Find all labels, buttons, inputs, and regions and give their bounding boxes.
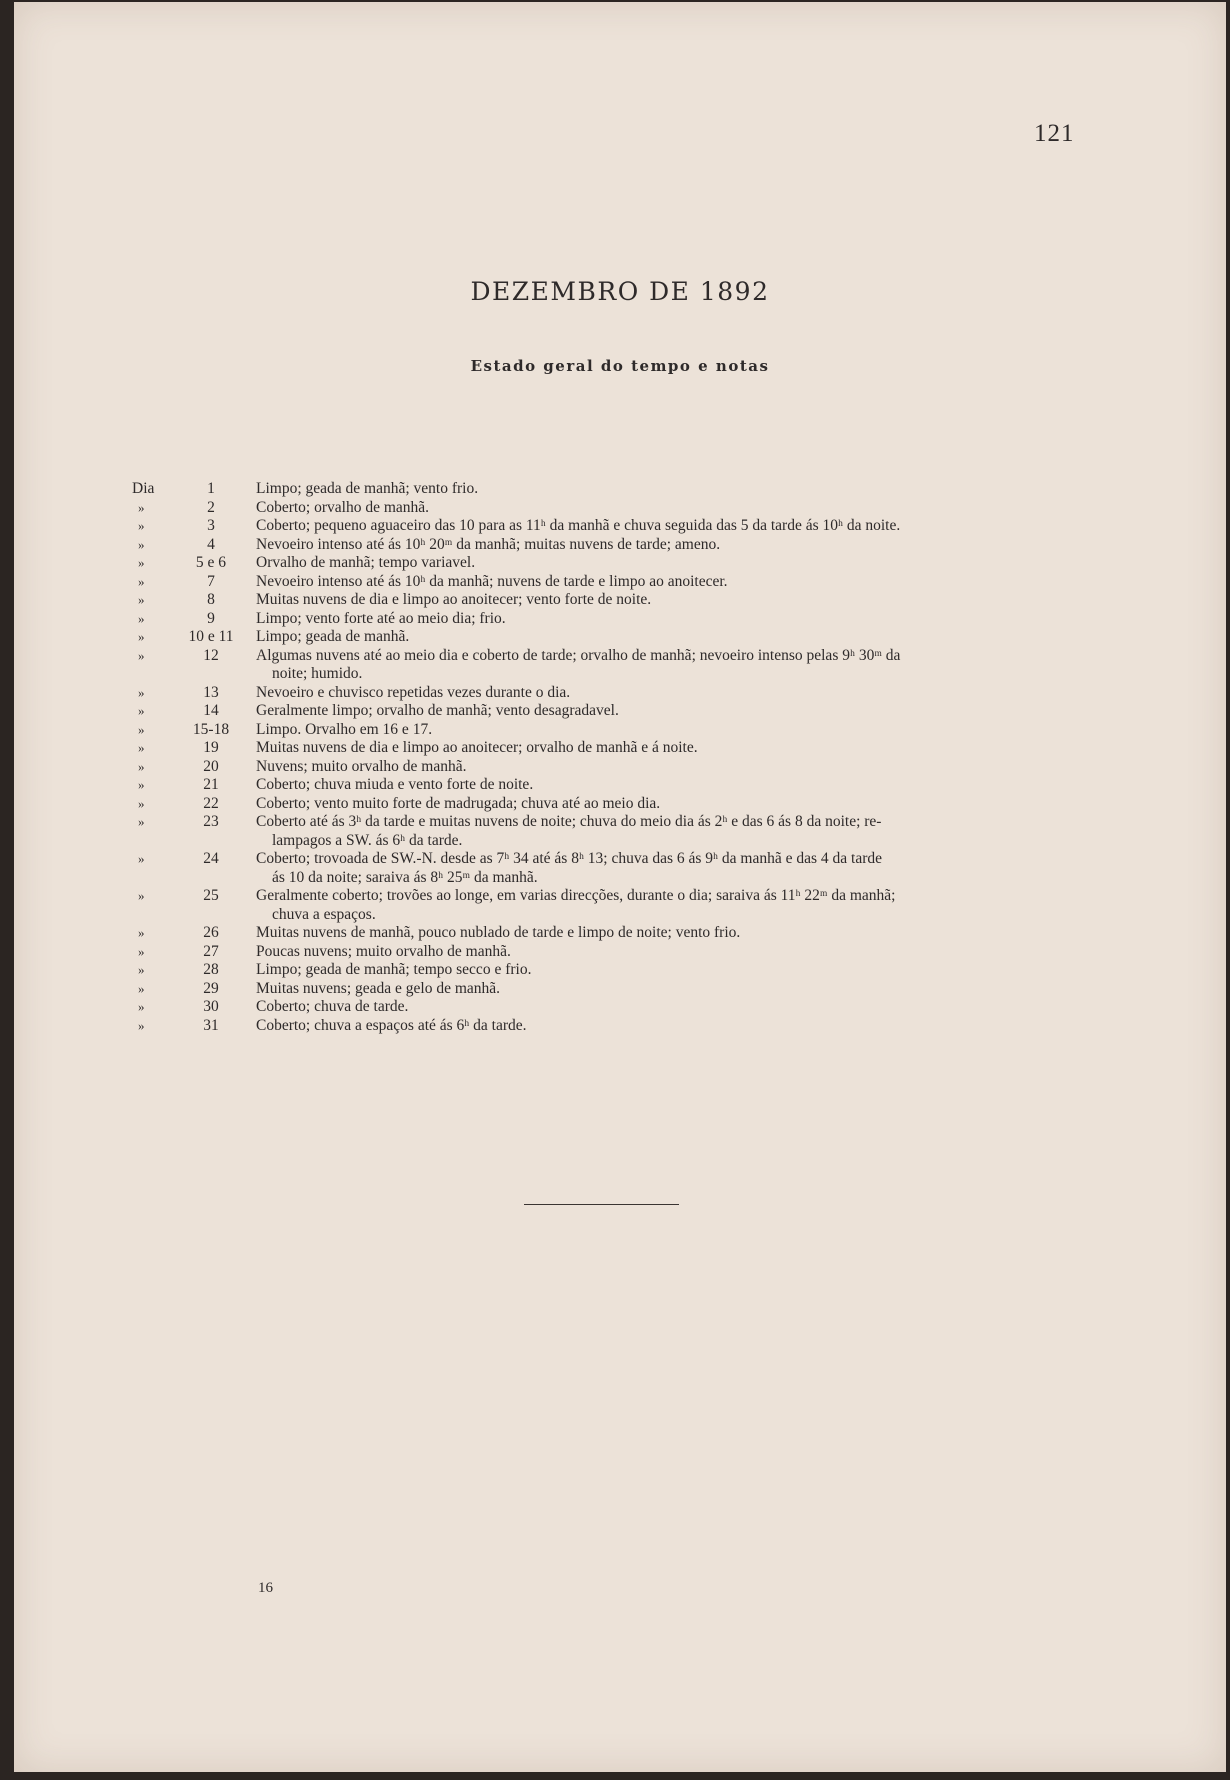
day-number: 4 [207, 535, 215, 553]
day-number: 27 [203, 942, 219, 960]
note-text: Coberto; chuva de tarde. [256, 998, 409, 1015]
day-number: 21 [203, 776, 219, 793]
ditto-mark: » [138, 888, 145, 903]
list-item [132, 480, 1092, 499]
ditto-mark: » [138, 592, 145, 607]
ditto-mark: » [138, 814, 145, 829]
list-item [132, 924, 1092, 943]
ditto-mark: » [138, 647, 145, 663]
ditto-mark: » [138, 684, 145, 700]
weather-note [252, 647, 1092, 684]
day-number: 30 [203, 998, 219, 1015]
list-item [132, 647, 1092, 684]
ditto-mark: » [138, 758, 145, 774]
weather-note [252, 517, 1092, 536]
note-text: Muitas nuvens; geada e gelo de manhã. [256, 979, 501, 997]
ditto-mark: » [138, 629, 145, 644]
day-number: 9 [207, 609, 215, 627]
note-text: Nevoeiro intenso até ás 10ʰ da manhã; nuvens de tarde e limpo ao anoitecer. [256, 572, 728, 590]
ditto-mark: » [138, 980, 145, 996]
list-item [132, 628, 1092, 647]
ditto-mark: » [138, 610, 145, 626]
list-item [132, 887, 1092, 924]
note-text: Muitas nuvens de dia e limpo ao anoitecer; orvalho de manhã e á noite. [256, 739, 698, 756]
note-text: Orvalho de manhã; tempo variavel. [256, 554, 476, 571]
day-number: 15-18 [192, 720, 230, 738]
list-item [132, 795, 1092, 814]
weather-notes-list [132, 480, 1092, 1035]
ditto-mark: » [138, 536, 145, 552]
day-number: 2 [207, 498, 215, 516]
weather-note [252, 813, 1092, 850]
note-text: Muitas nuvens de dia e limpo ao anoitecer; vento forte de noite. [256, 591, 652, 608]
weather-note [252, 499, 1092, 518]
ditto-mark: » [138, 795, 145, 811]
divider-rule [524, 1204, 679, 1205]
weather-note [252, 536, 1092, 555]
list-item [132, 961, 1092, 980]
list-item [132, 721, 1092, 740]
list-item [132, 499, 1092, 518]
day-number: 5 e 6 [195, 554, 227, 571]
ditto-mark: » [138, 573, 145, 589]
day-number: 7 [207, 572, 215, 590]
ditto-mark: » [138, 703, 145, 718]
weather-note [252, 480, 1092, 499]
note-text: Muitas nuvens de manhã, pouco nublado de tarde e limpo de noite; vento frio. [256, 924, 741, 941]
weather-note [252, 795, 1092, 814]
day-number: 25 [203, 887, 219, 904]
note-text: Algumas nuvens até ao meio dia e coberto de tarde; orvalho de manhã; nevoeiro intenso pelas 9ʰ 30ᵐ da [256, 646, 901, 664]
day-number: 24 [203, 850, 219, 867]
list-item [132, 980, 1092, 999]
ditto-mark: » [138, 1017, 145, 1033]
ditto-mark: » [138, 962, 145, 977]
weather-note [252, 998, 1092, 1017]
note-text: Coberto; vento muito forte de madrugada; chuva até ao meio dia. [256, 794, 661, 812]
note-text: Limpo; geada de manhã; tempo secco e frio. [256, 961, 532, 978]
day-number: 1 [207, 480, 215, 497]
ditto-mark: » [138, 555, 145, 570]
note-text: Coberto; orvalho de manhã. [256, 498, 430, 516]
list-item [132, 610, 1092, 629]
note-text: Limpo. Orvalho em 16 e 17. [256, 720, 433, 738]
weather-note [252, 924, 1092, 943]
note-text: Limpo; vento forte até ao meio dia; frio. [256, 609, 506, 627]
note-text: Nuvens; muito orvalho de manhã. [256, 757, 467, 775]
ditto-mark: » [138, 777, 145, 792]
weather-note [252, 702, 1092, 721]
day-number: 26 [203, 924, 219, 941]
list-item [132, 776, 1092, 795]
weather-note [252, 554, 1092, 573]
day-number: 29 [203, 979, 219, 997]
ditto-mark: » [138, 740, 145, 755]
weather-note [252, 628, 1092, 647]
weather-note [252, 887, 1092, 924]
list-item [132, 591, 1092, 610]
weather-note [252, 943, 1092, 962]
printer-signature-mark: 16 [258, 1580, 273, 1596]
note-text: Coberto; chuva miuda e vento forte de noite. [256, 776, 534, 793]
weather-note [252, 758, 1092, 777]
day-number: 3 [207, 517, 215, 534]
note-text: Nevoeiro intenso até ás 10ʰ 20ᵐ da manhã; muitas nuvens de tarde; ameno. [256, 535, 721, 553]
note-text: Limpo; geada de manhã. [256, 628, 410, 645]
ditto-mark: » [138, 721, 145, 737]
list-item [132, 1017, 1092, 1036]
weather-note [252, 850, 1092, 887]
note-text: Geralmente limpo; orvalho de manhã; vento desagradavel. [256, 702, 619, 719]
day-number: 13 [203, 683, 219, 701]
weather-note [252, 739, 1092, 758]
weather-note [252, 961, 1092, 980]
weather-note [252, 1017, 1092, 1036]
weather-note [252, 591, 1092, 610]
day-number: 8 [207, 591, 215, 608]
note-text: Coberto; pequeno aguaceiro das 10 para as 11ʰ da manhã e chuva seguida das 5 da tarde ás 10ʰ da noite. [256, 517, 901, 534]
day-number: 22 [203, 794, 219, 812]
day-number: 28 [203, 961, 219, 978]
section-subtitle: Estado geral do tempo e notas [470, 357, 770, 375]
note-text: Poucas nuvens; muito orvalho de manhã. [256, 942, 511, 960]
list-item [132, 850, 1092, 887]
list-item [132, 813, 1092, 850]
note-text: Coberto; chuva a espaços até ás 6ʰ da tarde. [256, 1016, 527, 1034]
list-item [132, 943, 1092, 962]
document-page [14, 2, 1226, 1772]
weather-note [252, 721, 1092, 740]
day-number: 10 e 11 [188, 628, 234, 645]
list-item [132, 739, 1092, 758]
list-item [132, 758, 1092, 777]
list-item [132, 536, 1092, 555]
ditto-mark: » [138, 943, 145, 959]
day-label: Dia [132, 480, 155, 497]
note-continuation: noite; humido. [272, 665, 363, 682]
day-number: 12 [203, 646, 219, 664]
ditto-mark: » [138, 499, 145, 515]
list-item [132, 684, 1092, 703]
weather-note [252, 684, 1092, 703]
list-item [132, 573, 1092, 592]
day-number: 14 [203, 702, 219, 719]
list-item [132, 517, 1092, 536]
ditto-mark: » [138, 925, 145, 940]
ditto-mark: » [138, 518, 145, 533]
note-continuation: chuva a espaços. [272, 905, 376, 923]
list-item [132, 998, 1092, 1017]
weather-note [252, 776, 1092, 795]
weather-note [252, 610, 1092, 629]
list-item [132, 702, 1092, 721]
day-number: 20 [203, 757, 219, 775]
note-text: Limpo; geada de manhã; vento frio. [256, 480, 479, 497]
note-text: Coberto até ás 3ʰ da tarde e muitas nuvens de noite; chuva do meio dia ás 2ʰ e das 6 ás 8 da noite; re- [256, 813, 882, 830]
day-number: 23 [203, 813, 219, 830]
page-title: DEZEMBRO DE 1892 [470, 277, 770, 306]
day-number: 19 [203, 739, 219, 756]
note-text: Coberto; trovoada de SW.-N. desde as 7ʰ 34 até ás 8ʰ 13; chuva das 6 ás 9ʰ da manhã e das 4 da tarde [256, 850, 883, 867]
day-number: 31 [203, 1016, 219, 1034]
note-text: Geralmente coberto; trovões ao longe, em varias direcções, durante o dia; saraiva ás 11ʰ 22ᵐ da manhã; [256, 887, 896, 904]
note-continuation: lampagos a SW. ás 6ʰ da tarde. [272, 831, 463, 849]
ditto-mark: » [138, 999, 145, 1014]
list-item [132, 554, 1092, 573]
note-continuation: ás 10 da noite; saraiva ás 8ʰ 25ᵐ da manhã. [272, 868, 538, 886]
weather-note [252, 573, 1092, 592]
note-text: Nevoeiro e chuvisco repetidas vezes durante o dia. [256, 683, 571, 701]
weather-note [252, 980, 1092, 999]
page-number: 121 [1034, 120, 1075, 147]
ditto-mark: » [138, 851, 145, 866]
